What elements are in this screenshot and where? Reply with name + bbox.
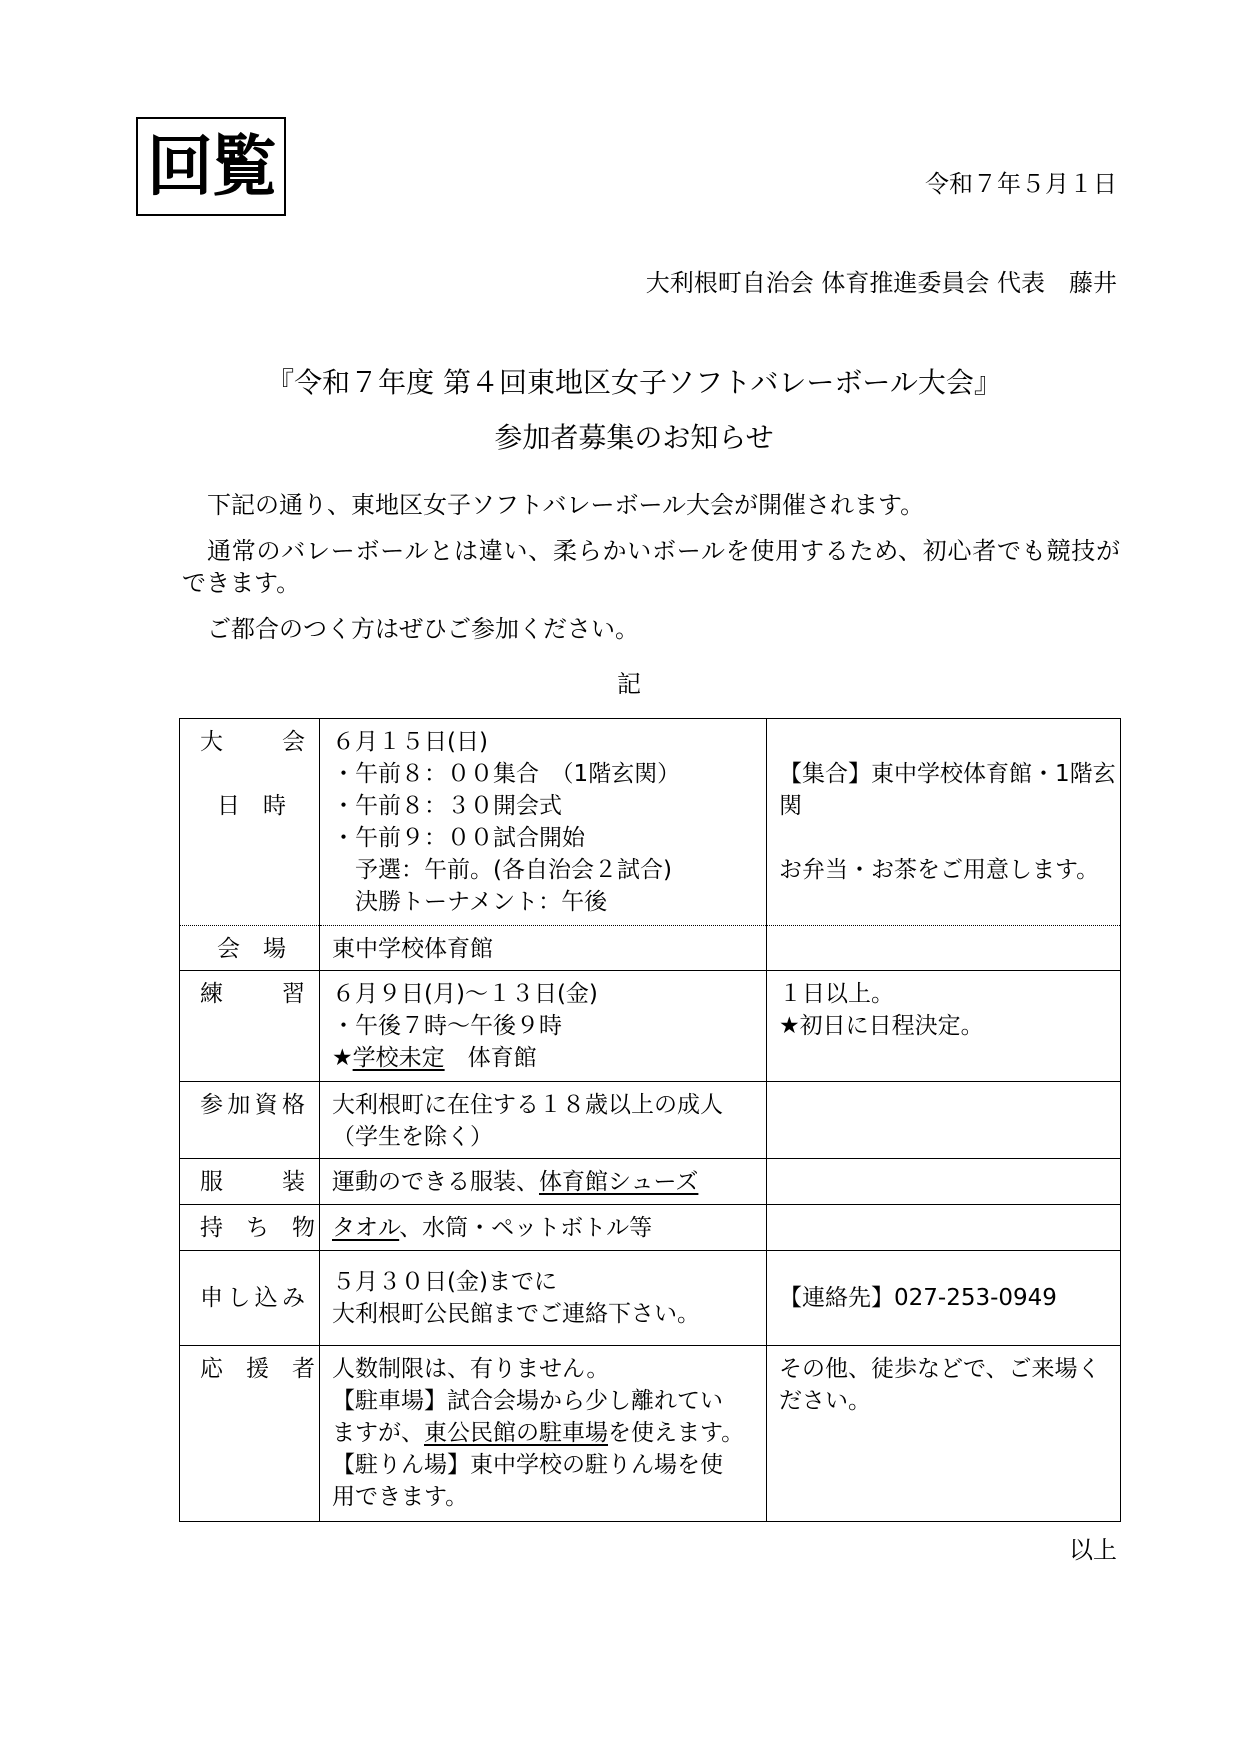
content-line: 大利根町公民館までご連絡下さい。 xyxy=(332,1301,700,1327)
content-line: 大利根町に在住する１８歳以上の成人 xyxy=(332,1092,723,1118)
table-row-eligibility xyxy=(180,1082,1121,1159)
content-line: （学生を除く） xyxy=(332,1124,493,1150)
table-row-practice xyxy=(180,971,1121,1082)
underlined-text: 東公民館の駐車場 xyxy=(424,1420,608,1446)
issue-date: 令和７年５月１日 xyxy=(925,170,1117,198)
paragraph-1: 下記の通り、東地区女子ソフトバレーボール大会が開催されます。 xyxy=(207,491,925,519)
row-label-sub: 日 時 xyxy=(217,793,286,819)
blank-line xyxy=(192,758,311,790)
blank-line xyxy=(779,822,1112,854)
content-line: 予選：午前。(各自治会２試合) xyxy=(332,857,672,883)
row-note-cell xyxy=(767,1251,1121,1346)
content-text: ★ xyxy=(332,1045,353,1071)
content-line: 東中学校体育館 xyxy=(332,936,493,962)
content-text: 体育館 xyxy=(444,1045,537,1071)
note-line: ださい。 xyxy=(779,1388,871,1414)
row-label: 参加資格 xyxy=(200,1092,305,1118)
content-text: ますが、 xyxy=(332,1420,424,1446)
underlined-text: タオル xyxy=(332,1215,400,1241)
content-line: 用できます。 xyxy=(332,1484,469,1510)
content-line xyxy=(332,1042,758,1074)
note-line: １日以上。 xyxy=(779,981,894,1007)
row-label: 申し込み xyxy=(200,1285,305,1311)
content-line xyxy=(332,1166,758,1198)
content-line xyxy=(332,1212,758,1244)
row-content-cell xyxy=(320,1205,767,1251)
row-label: 練 習 xyxy=(200,981,305,1007)
row-note-cell xyxy=(767,926,1121,971)
paragraph-2-line-1: 通常のバレーボールとは違い、柔らかいボールを使用するため、初心者でも競技が xyxy=(207,537,1120,565)
table-row-supporters xyxy=(180,1346,1121,1522)
row-label: 大 会 xyxy=(200,729,305,755)
row-content-cell xyxy=(320,1346,767,1522)
content-line: ・午前８：００集合 （1階玄関） xyxy=(332,761,681,787)
content-line xyxy=(332,1417,758,1449)
closing-mark: 以上 xyxy=(1069,1536,1117,1564)
circular-stamp-text: 回覧 xyxy=(147,127,275,205)
row-label: 服 装 xyxy=(200,1169,305,1195)
content-line: 【駐車場】試合会場から少し離れてい xyxy=(332,1388,723,1414)
content-line: ６月１５日(日) xyxy=(332,729,488,755)
row-label-cell xyxy=(180,719,320,926)
row-label: 応 援 者 xyxy=(200,1356,315,1382)
row-note-cell xyxy=(767,719,1121,926)
row-note-cell xyxy=(767,971,1121,1082)
row-label-cell xyxy=(180,1346,320,1522)
row-content-cell xyxy=(320,1159,767,1205)
table-row-venue xyxy=(180,926,1121,971)
underlined-text: 体育館シューズ xyxy=(539,1169,699,1195)
note-line: ★初日に日程決定。 xyxy=(779,1013,984,1039)
content-line: ・午前８：３０開会式 xyxy=(332,793,562,819)
table-row-application xyxy=(180,1251,1121,1346)
content-line: ・午前９：００試合開始 xyxy=(332,825,585,851)
note-line: 関 xyxy=(779,793,802,819)
row-content-cell xyxy=(320,1251,767,1346)
ki-marker: 記 xyxy=(617,670,641,698)
underlined-text: 学校未定 xyxy=(352,1045,445,1071)
note-line: 【集合】東中学校体育館・1階玄 xyxy=(779,761,1116,787)
row-content-cell xyxy=(320,926,767,971)
row-content-cell xyxy=(320,719,767,926)
document-subtitle: 参加者募集のお知らせ xyxy=(494,421,774,454)
circular-stamp xyxy=(136,117,286,216)
content-line: ６月９日(月)～１３日(金) xyxy=(332,981,598,1007)
row-note-cell xyxy=(767,1346,1121,1522)
note-line: その他、徒歩などで、ご来場く xyxy=(779,1356,1101,1382)
table-row-event-datetime xyxy=(180,719,1121,926)
row-label-cell xyxy=(180,1205,320,1251)
paragraph-3: ご都合のつく方はぜひご参加ください。 xyxy=(207,615,639,643)
content-line: 人数制限は、有りません。 xyxy=(332,1356,610,1382)
row-label-cell xyxy=(180,926,320,971)
content-line: 決勝トーナメント：午後 xyxy=(332,889,608,915)
row-note-cell xyxy=(767,1205,1121,1251)
contact-phone: 【連絡先】027-253-0949 xyxy=(779,1285,1057,1311)
content-text: 運動のできる服装、 xyxy=(332,1169,539,1195)
row-content-cell xyxy=(320,1082,767,1159)
table-row-belongings xyxy=(180,1205,1121,1251)
event-details-table xyxy=(179,718,1121,1522)
row-note-cell xyxy=(767,1159,1121,1205)
content-line: 【駐りん場】東中学校の駐りん場を使 xyxy=(332,1452,723,1478)
row-label-cell xyxy=(180,1082,320,1159)
note-line: お弁当・お茶をご用意します。 xyxy=(779,857,1100,883)
row-label-cell xyxy=(180,1251,320,1346)
content-line: ・午後７時～午後９時 xyxy=(332,1013,562,1039)
row-label-cell xyxy=(180,971,320,1082)
row-note-cell xyxy=(767,1082,1121,1159)
content-text: 、水筒・ペットボトル等 xyxy=(399,1215,653,1241)
table-row-clothing xyxy=(180,1159,1121,1205)
row-label: 持 ち 物 xyxy=(200,1215,315,1241)
row-label-cell xyxy=(180,1159,320,1205)
row-content-cell xyxy=(320,971,767,1082)
content-text: を使えます。 xyxy=(608,1420,745,1446)
document-title: 『令和７年度 第４回東地区女子ソフトバレーボール大会』 xyxy=(266,366,1002,399)
paragraph-2-line-2: できます。 xyxy=(182,569,301,597)
blank-line xyxy=(779,726,1112,758)
row-label: 会 場 xyxy=(217,936,286,962)
sender-line: 大利根町自治会 体育推進委員会 代表 藤井 xyxy=(645,269,1117,297)
content-line: ５月３０日(金)までに xyxy=(332,1269,557,1295)
